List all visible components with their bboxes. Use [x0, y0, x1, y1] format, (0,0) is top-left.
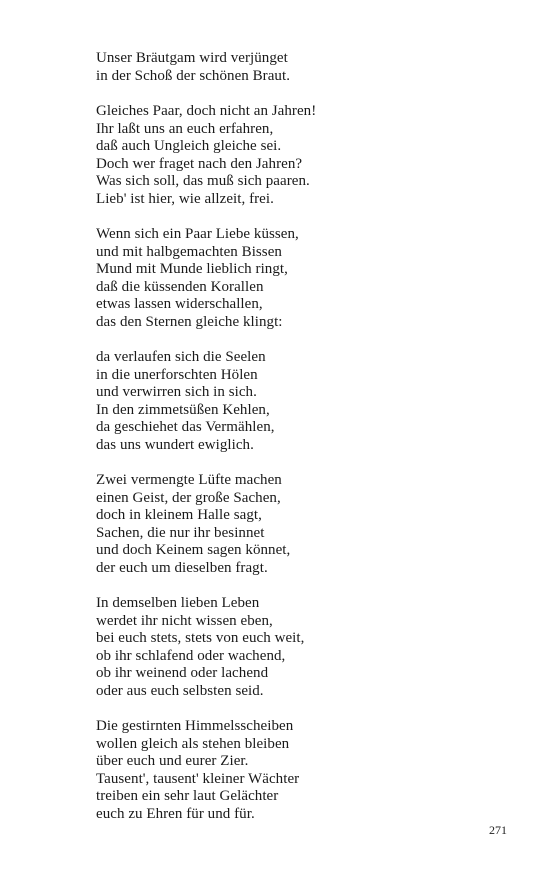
- poem-line: Doch wer fraget nach den Jahren?: [96, 155, 303, 172]
- stanza: [96, 472, 496, 577]
- poem-line: das uns wundert ewiglich.: [96, 436, 254, 453]
- poem-line: und doch Keinem sagen könnet,: [96, 542, 291, 558]
- poem-line: euch zu Ehren für und für.: [96, 805, 255, 822]
- poem-line: Die gestirnten Himmelsscheiben: [96, 718, 294, 734]
- poem-line: Mund mit Munde lieblich ringt,: [96, 261, 288, 277]
- stanza: [96, 349, 496, 454]
- poem-line: das den Sternen gleiche klingt:: [96, 313, 283, 330]
- poem-line: in der Schoß der schönen Braut.: [96, 67, 291, 84]
- poem-line: oder aus euch selbsten seid.: [96, 682, 264, 699]
- poem-line: Zwei vermengte Lüfte machen: [96, 472, 282, 488]
- stanza: [96, 103, 496, 208]
- poem-line: Sachen, die nur ihr besinnet: [96, 524, 265, 541]
- poem-line: bei euch stets, stets von euch weit,: [96, 630, 305, 646]
- poem-line: ob ihr weinend oder lachend: [96, 665, 269, 681]
- poem-line: da geschiehet das Vermählen,: [96, 419, 275, 435]
- poem-line: Lieb' ist hier, wie allzeit, frei.: [96, 190, 274, 207]
- poem-line: in die unerforschten Hölen: [96, 366, 258, 383]
- poem-line: Unser Bräutgam wird verjünget: [96, 50, 288, 66]
- poem-line: Gleiches Paar, doch nicht an Jahren!: [96, 103, 317, 119]
- poem-line: wollen gleich als stehen bleiben: [96, 735, 290, 752]
- poem-line: Ihr laßt uns an euch erfahren,: [96, 120, 274, 137]
- poem-line: Tausent', tausent' kleiner Wächter: [96, 770, 300, 787]
- stanza: [96, 595, 496, 700]
- poem-line: daß die küssenden Korallen: [96, 278, 264, 295]
- poem-text: [96, 50, 496, 841]
- page-number: 271: [489, 823, 507, 837]
- poem-line: daß auch Ungleich gleiche sei.: [96, 138, 282, 154]
- poem-line: Was sich soll, das muß sich paaren.: [96, 173, 310, 189]
- poem-line: ob ihr schlafend oder wachend,: [96, 647, 286, 664]
- poem-line: Wenn sich ein Paar Liebe küssen,: [96, 226, 299, 242]
- poem-line: In den zimmetsüßen Kehlen,: [96, 401, 270, 418]
- poem-line: treiben ein sehr laut Gelächter: [96, 788, 279, 804]
- poem-line: und verwirren sich in sich.: [96, 384, 257, 400]
- poem-line: etwas lassen widerschallen,: [96, 296, 263, 312]
- poem-line: über euch und eurer Zier.: [96, 753, 249, 769]
- poem-line: da verlaufen sich die Seelen: [96, 349, 266, 365]
- stanza: [96, 718, 496, 823]
- stanza: [96, 226, 496, 331]
- poem-line: und mit halbgemachten Bissen: [96, 243, 282, 260]
- poem-line: In demselben lieben Leben: [96, 595, 260, 611]
- poem-line: doch in kleinem Halle sagt,: [96, 507, 262, 523]
- stanza: [96, 50, 496, 85]
- poem-line: der euch um dieselben fragt.: [96, 559, 268, 576]
- poem-line: einen Geist, der große Sachen,: [96, 489, 281, 506]
- poem-line: werdet ihr nicht wissen eben,: [96, 612, 273, 629]
